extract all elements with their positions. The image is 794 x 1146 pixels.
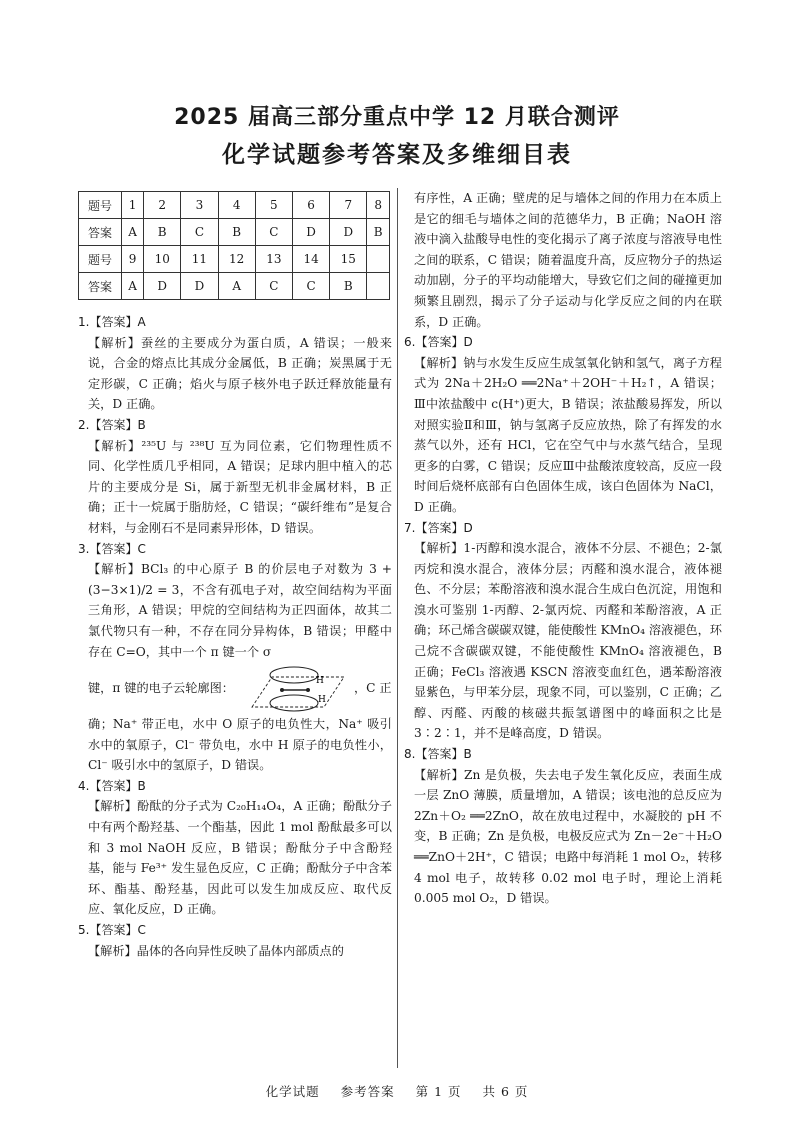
table-cell: 13 [255,246,292,273]
q4-explanation: 【解析】酚酞的分子式为 C₂₀H₁₄O₄，A 正确；酚酞分子中有两个酚羟基、一个酯基，因此 1 mol 酚酞最多可以和 3 mol NaOH 反应，B 错误；酚酞分子中含酚羟基，能与 Fe³⁺ 发生显色反应，C 正确；酚酞分子中含苯环、酯基、酚羟基，因此可以发生加成反应、取代反应、氧化反应，D 正确。 [88,799,392,917]
footer-doc-type: 参考答案 [340,1084,395,1099]
page-title-line2: 化学试题参考答案及多维细目表 [222,142,572,168]
table-cell: C [255,273,292,300]
table-cell: 答案 [79,219,122,246]
table-cell: D [144,273,181,300]
q7-explanation: 【解析】1-丙醇和溴水混合，液体不分层、不褪色；2-氯丙烷和溴水混合，液体分层；丙醛和溴水混合，液体褪色、不分层；苯酚溶液和溴水混合生成白色沉淀，用饱和溴水可鉴别 1-丙醇、2-氯丙烷、丙醛和苯酚溶液，A 正确；环己烯含碳碳双键，能使酸性 KMnO₄ 溶液褪色，环己烷不含碳碳双键，不能使酸性 KMnO₄ 溶液褪色，B 正确；FeCl₃ 溶液遇 KSCN 溶液变血红色，遇苯酚溶液显紫色，与甲苯分层，现象不同，可以鉴别，C 正确；乙醇、丙醛、丙酸的核磁共振氢谱图中的峰面积之比是 3∶2∶1，并不是峰高度，D 错误。 [414,541,722,741]
q1-answer-heading: 1.【答案】A [78,315,146,329]
orbital-label-upper: H [315,676,324,687]
table-cell: 12 [218,246,255,273]
q4-answer-heading: 4.【答案】B [78,778,146,793]
table-cell: 5 [255,192,292,219]
pi-bond-electron-cloud-figure [238,663,350,713]
table-cell: A [122,273,144,300]
table-cell: 11 [181,246,218,273]
q3-explanation-part1: 【解析】BCl₃ 的中心原子 B 的价层电子对数为 3 + (3−3×1)/2 = 3，不含有孤电子对，故空间结构为平面三角形，A 错误；甲烷的空间结构为正四面体，故其二氯代物只有一种，不存在同分异构体，B 错误；甲醛中存在 C=O，其中一个 π 键一个 σ [88,562,392,659]
table-cell: 题号 [79,192,122,219]
table-cell: 14 [292,246,329,273]
table-cell: 2 [144,192,181,219]
q3-orbital-prefix: 键，π 键的电子云轮廓图： [88,680,234,695]
table-cell: C [181,219,218,246]
column-divider [397,188,398,1068]
table-row [79,273,390,300]
table-cell: B [330,273,367,300]
table-cell: A [218,273,255,300]
table-cell: B [144,219,181,246]
page-title-line1: 2025 届高三部分重点中学 12 月联合测评 [174,105,620,130]
table-cell [367,246,390,273]
table-cell [367,273,390,300]
q3-orbital-suffix: ，C 正 [353,680,392,695]
page-footer [0,1082,794,1100]
table-cell: 10 [144,246,181,273]
q3-answer-heading: 3.【答案】C [78,541,146,556]
table-cell: C [292,273,329,300]
q5-explanation-continued: 有序性，A 正确；壁虎的足与墙体之间的作用力在本质上是它的细毛与墙体之间的范德华力，B 正确；NaOH 溶液中滴入盐酸导电性的变化揭示了离子浓度与溶液导电性之间的联系，C 错误；随着温度升高，反应物分子的热运动加剧，分子的平均动能增大，导致它们之间的碰撞更加频繁且剧烈，揭示了分子运动与化学反应之间的内在联系，D 正确。 [414,191,722,329]
right-column [404,188,722,909]
table-row [79,246,390,273]
table-cell: B [218,219,255,246]
table-cell: 题号 [79,246,122,273]
q5-answer-heading: 5.【答案】C [78,923,146,938]
orbital-label-lower: H [317,695,326,706]
answer-table [78,191,390,300]
q2-explanation: 【解析】²³⁵U 与 ²³⁸U 互为同位素，它们物理性质不同、化学性质几乎相同，A 错误；足球内胆中植入的芯片的主要成分是 Si，属于新型无机非金属材料，B 正确；正十一烷属于脂肪烃，C 错误；“碳纤维布”是复合材料，与金刚石不是同素异形体，D 错误。 [88,438,392,535]
table-cell: 答案 [79,273,122,300]
table-cell: 8 [367,192,390,219]
table-cell: B [367,219,390,246]
table-row [79,219,390,246]
table-cell: 7 [330,192,367,219]
table-cell: A [122,219,144,246]
table-cell: D [292,219,329,246]
table-cell: C [255,219,292,246]
table-cell: 1 [122,192,144,219]
q2-answer-heading: 2.【答案】B [78,417,146,432]
q3-orbital-line [78,662,392,714]
q8-explanation: 【解析】Zn 是负极，失去电子发生氧化反应，表面生成一层 ZnO 薄膜，质量增加，A 错误；该电池的总反应为 2Zn＋O₂ ══2ZnO，故在放电过程中，水凝胶的 pH 不变，B 正确；Zn 是负极，电极反应式为 Zn－2e⁻＋H₂O ══ZnO＋2H⁺，C 错误；电路中每消耗 1 mol O₂，转移 4 mol 电子，故转移 0.02 mol 电子时，理论上消耗 0.005 mol O₂，D 错误。 [414,767,722,906]
table-cell: D [330,219,367,246]
footer-page-number: 第 1 页 [415,1084,462,1099]
table-cell: 9 [122,246,144,273]
q8-answer-heading: 8.【答案】B [404,747,472,762]
table-cell: 4 [218,192,255,219]
table-cell: D [181,273,218,300]
q1-explanation: 【解析】蚕丝的主要成分为蛋白质，A 错误；一般来说，合金的熔点比其成分金属低，B 正确；炭黑属于无定形碳，C 正确；焰火与原子核外电子跃迁释放能量有关，D 正确。 [88,335,392,412]
footer-subject: 化学试题 [265,1084,320,1099]
table-cell: 15 [330,246,367,273]
left-column [78,312,392,961]
table-cell: 3 [181,192,218,219]
q6-answer-heading: 6.【答案】D [404,335,473,350]
table-row [79,192,390,219]
table-cell: 6 [292,192,329,219]
footer-total-pages: 共 6 页 [482,1084,529,1099]
q5-explanation-start: 【解析】晶体的各向异性反映了晶体内部质点的 [88,943,344,958]
q6-explanation: 【解析】钠与水发生反应生成氢氧化钠和氢气，离子方程式为 2Na＋2H₂O ══2Na⁺＋2OH⁻＋H₂↑，A 错误；Ⅲ中浓盐酸中 c(H⁺)更大，B 错误；浓盐酸易挥发，所以对照实验Ⅱ和Ⅲ，钠与氢离子反应放热，除了有挥发的水蒸气以外，还有 HCl，它在空气中与水蒸气结合，呈现更多的白雾，C 错误；反应Ⅲ中盐酸浓度较高，反应一段时间后烧杯底部有白色固体生成，该白色固体为 NaCl，D 正确。 [414,355,722,514]
q7-answer-heading: 7.【答案】D [404,520,473,535]
q3-explanation-part2: 确；Na⁺ 带正电，水中 O 原子的电负性大，Na⁺ 吸引水中的氧原子，Cl⁻ 带负电，水中 H 原子的电负性小，Cl⁻ 吸引水中的氢原子，D 错误。 [88,717,392,773]
